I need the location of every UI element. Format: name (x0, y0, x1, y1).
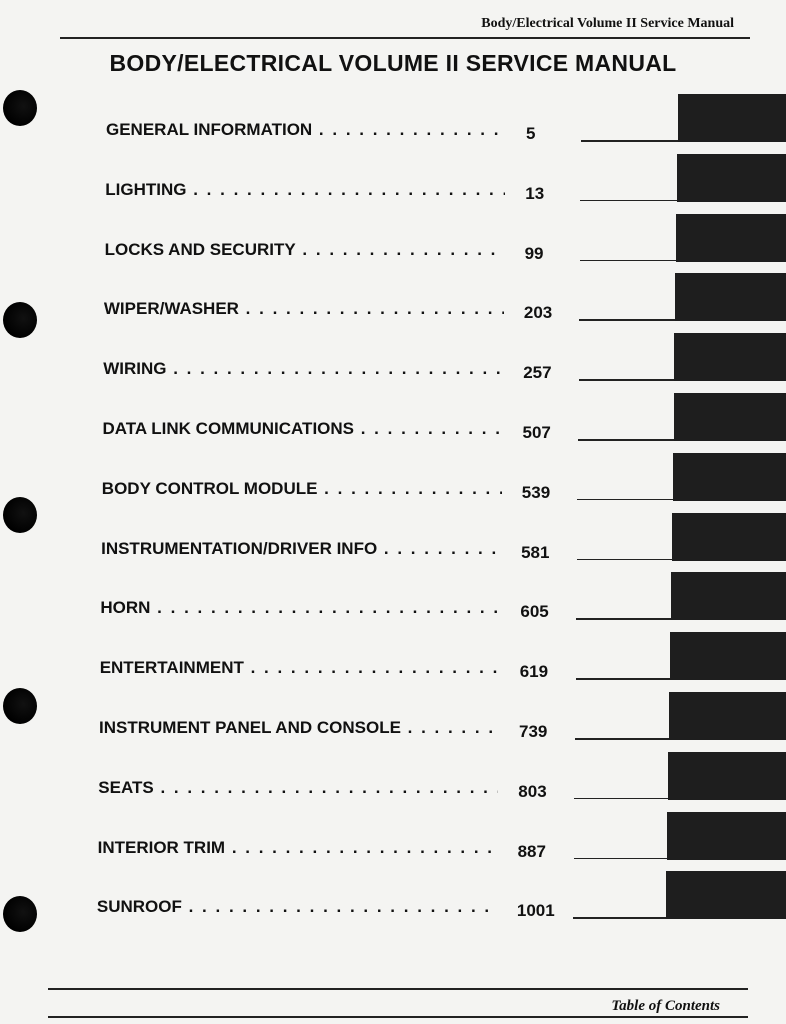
binder-hole (3, 497, 37, 533)
tab-leader-line (579, 379, 677, 381)
footer-rule-top (48, 988, 748, 990)
toc-entry-title: LIGHTING . . . (105, 180, 505, 200)
toc-entry-page: 1001 (516, 901, 555, 921)
toc-entry (104, 226, 544, 276)
toc-entry-title: WIRING . . . (103, 359, 503, 379)
toc-entry-page: 507 (522, 423, 551, 442)
section-thumb-tab[interactable] (673, 453, 786, 501)
toc-entry-title: HORN . . . (100, 598, 500, 618)
toc-entry-title: ENTERTAINMENT . . . (100, 658, 500, 678)
toc-entry (101, 465, 551, 515)
toc-entry-page: 13 (525, 183, 545, 203)
toc-entry (105, 166, 545, 216)
toc-entry-page: 887 (517, 841, 546, 861)
toc-entry (99, 704, 548, 754)
tab-leader-line (581, 140, 679, 142)
tab-leader-line (578, 439, 676, 441)
toc-entry (106, 106, 536, 156)
section-thumb-tab[interactable] (675, 273, 786, 321)
binder-hole (3, 688, 37, 724)
section-thumb-tab[interactable] (671, 572, 786, 620)
section-thumb-tab[interactable] (674, 333, 786, 381)
tab-leader-line (580, 260, 678, 262)
section-thumb-tab[interactable] (668, 752, 786, 800)
tab-leader-line (577, 499, 675, 501)
toc-entry-title: DATA LINK COMMUNICATIONS . . . (103, 419, 503, 439)
toc-entry-title: LOCKS AND SECURITY . . . (105, 240, 505, 260)
toc-entry-title: WIPER/WASHER . . . (104, 299, 504, 319)
section-thumb-tab[interactable] (676, 214, 786, 262)
page-title: BODY/ELECTRICAL VOLUME II SERVICE MANUAL (109, 50, 677, 76)
toc-entry-page: 739 (519, 722, 548, 741)
toc-entry-title: INSTRUMENTATION/DRIVER INFO . . . (101, 539, 501, 559)
tab-leader-line (575, 738, 673, 740)
tab-leader-line (573, 917, 671, 919)
toc-entry (103, 285, 553, 335)
toc-entry-page: 257 (523, 363, 552, 383)
tab-leader-line (577, 559, 675, 561)
tab-leader-line (576, 618, 674, 620)
section-thumb-tab[interactable] (667, 812, 786, 860)
tab-leader-line (580, 200, 678, 202)
toc-entry-page: 5 (526, 124, 536, 143)
section-thumb-tab[interactable] (677, 154, 786, 202)
toc-entry (96, 883, 555, 933)
toc-entry-page: 539 (521, 482, 551, 502)
section-thumb-tab[interactable] (672, 513, 786, 561)
toc-entry-page: 99 (524, 243, 544, 263)
header-rule (60, 37, 750, 39)
footer-label: Table of Contents (611, 998, 720, 1014)
section-thumb-tab[interactable] (669, 692, 786, 740)
toc-entry-page: 203 (523, 303, 553, 323)
binder-hole (3, 90, 37, 126)
section-thumb-tab[interactable] (666, 871, 786, 919)
toc-entry-page: 605 (520, 602, 549, 622)
toc-entry (101, 525, 550, 575)
footer-rule-bottom (48, 1016, 748, 1018)
toc-entry-title: BODY CONTROL MODULE . . . (102, 479, 502, 499)
binder-hole (3, 302, 37, 338)
toc-entry (99, 644, 549, 694)
tab-leader-line (574, 858, 672, 860)
toc-entry (100, 584, 549, 634)
section-thumb-tab[interactable] (674, 393, 786, 441)
toc-entry (97, 824, 546, 874)
tab-leader-line (579, 319, 677, 321)
toc-entry (102, 405, 551, 455)
toc-entry-title: SEATS . . . (98, 778, 498, 798)
tab-leader-line (576, 678, 674, 680)
toc-entry-title: INTERIOR TRIM . . . (98, 838, 498, 858)
section-thumb-tab[interactable] (678, 94, 786, 142)
section-thumb-tab[interactable] (670, 632, 786, 680)
toc-entry-page: 581 (521, 542, 550, 562)
toc-entry-title: SUNROOF . . . (97, 897, 497, 917)
toc-entry-page: 803 (518, 781, 547, 801)
toc-entry-page: 619 (519, 662, 549, 682)
toc-entry (103, 345, 552, 395)
binder-hole (3, 896, 37, 932)
running-head: Body/Electrical Volume II Service Manual (481, 16, 734, 31)
toc-entry-title: INSTRUMENT PANEL AND CONSOLE . . . (99, 718, 499, 738)
toc-entry-title: GENERAL INFORMATION . . . (106, 120, 506, 140)
tab-leader-line (574, 798, 672, 800)
toc-entry (98, 764, 547, 814)
